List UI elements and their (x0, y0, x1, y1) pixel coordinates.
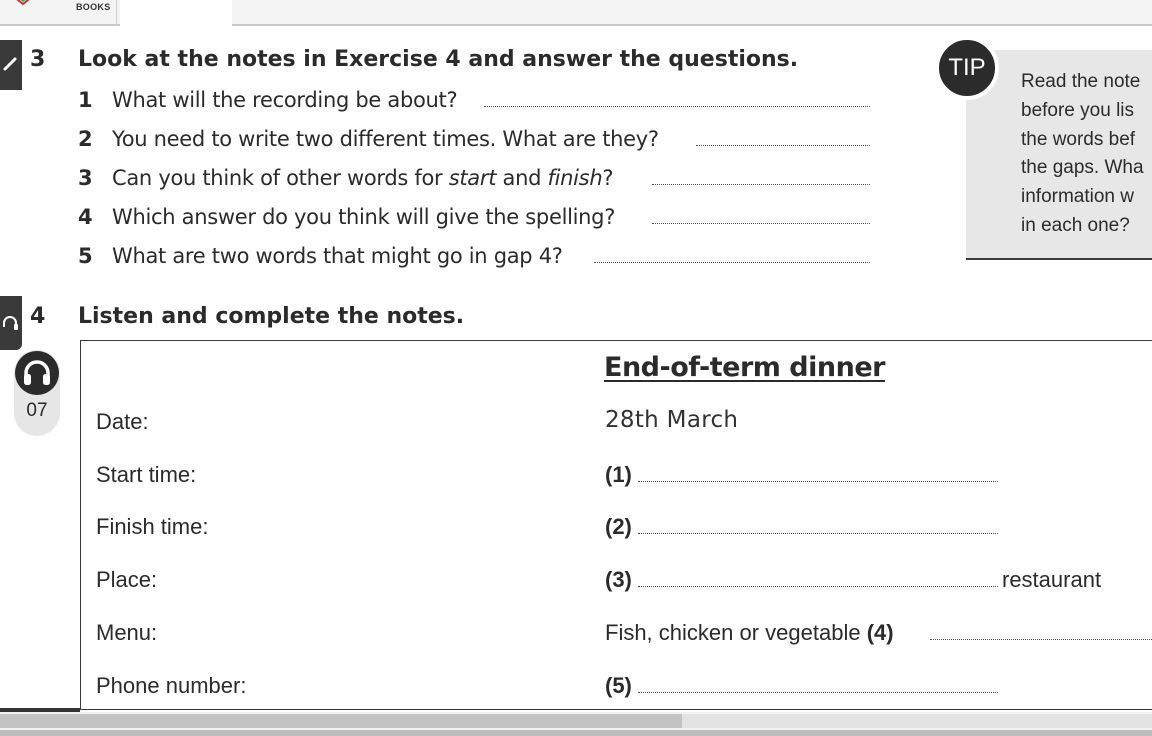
question-text: What will the recording be about? (112, 88, 458, 112)
question-2 (78, 127, 659, 151)
question-text: Can you think of other words for (112, 166, 449, 190)
answer-line-1[interactable] (484, 106, 870, 107)
note-value-date: 28th March (605, 407, 739, 433)
place-suffix: restaurant (1002, 567, 1102, 592)
note-label-finish-time: Finish time: (96, 514, 209, 539)
note-label-date: Date: (96, 409, 149, 434)
exercise-3-number: 3 (30, 47, 46, 72)
question-3 (78, 166, 613, 190)
word-finish: finish (547, 166, 603, 190)
tip-line: information w (1021, 186, 1134, 208)
tip-text (1021, 68, 1152, 241)
gap-number: (1) (605, 462, 632, 487)
bottom-strip (0, 730, 1152, 736)
question-mark: ? (602, 166, 614, 190)
tip-line: the words bef (1021, 128, 1136, 150)
notes-title: End-of-term dinner (604, 352, 885, 383)
bottom-rule (0, 708, 80, 712)
tip-line: the gaps. Wha (1021, 157, 1144, 179)
gap-number: (4) (866, 620, 894, 645)
gap-number: (5) (605, 673, 632, 698)
top-tab[interactable] (120, 0, 232, 26)
answer-line-5[interactable] (594, 262, 870, 263)
listen-exercise-badge (0, 296, 22, 350)
note-value-phone-number (605, 673, 632, 699)
exercise-4-number: 4 (30, 304, 46, 329)
question-1 (78, 88, 457, 112)
exercise-4-title: Listen and complete the notes. (78, 304, 465, 329)
question-number: 4 (78, 205, 93, 229)
headphones-icon (1, 314, 19, 332)
note-value-place (605, 567, 632, 593)
tip-line: before you lis (1021, 99, 1135, 121)
tip-badge: TIP (935, 36, 999, 100)
question-4 (78, 205, 615, 229)
audio-play-button[interactable] (15, 351, 59, 395)
note-value-menu (605, 620, 894, 646)
gap-number: (3) (605, 567, 632, 592)
logo-icon (12, 0, 34, 6)
topbar-divider (116, 0, 117, 26)
pencil-icon (2, 54, 20, 72)
question-text: Which answer do you think will give the spelling? (112, 205, 616, 229)
question-text: What are two words that might go in gap 4? (112, 244, 563, 268)
note-label-place: Place: (96, 567, 158, 592)
brand-label: BOOKS (76, 2, 111, 12)
word-start: start (448, 166, 497, 190)
note-label-start-time: Start time: (96, 462, 197, 487)
answer-line-3[interactable] (652, 184, 870, 185)
gap-4-line[interactable] (930, 639, 1152, 640)
gap-3-line[interactable] (638, 586, 998, 587)
note-label-menu: Menu: (96, 620, 158, 645)
track-number: 07 (26, 400, 48, 421)
headphones-icon (21, 357, 53, 389)
answer-line-2[interactable] (696, 145, 870, 146)
tip-line: in each one? (1021, 214, 1130, 236)
note-label-phone-number: Phone number: (96, 673, 247, 698)
write-exercise-badge (0, 40, 22, 90)
tip-line: Read the note (1021, 71, 1141, 92)
question-5 (78, 244, 563, 268)
question-number: 5 (78, 244, 93, 268)
gap-1-line[interactable] (638, 481, 998, 482)
question-number: 1 (78, 88, 93, 112)
gap-5-line[interactable] (638, 692, 998, 693)
question-number: 2 (78, 127, 93, 151)
note-value-start-time (605, 462, 632, 488)
exercise-3-title: Look at the notes in Exercise 4 and answer the questions. (78, 47, 799, 72)
horizontal-scrollbar-thumb[interactable] (0, 714, 682, 728)
gap-number: (2) (605, 514, 632, 539)
question-text: You need to write two different times. What are they? (112, 127, 659, 151)
gap-2-line[interactable] (638, 533, 998, 534)
answer-line-4[interactable] (652, 223, 870, 224)
word-and: and (496, 166, 548, 190)
top-bar (0, 0, 1152, 26)
question-number: 3 (78, 166, 93, 190)
note-value-finish-time (605, 514, 632, 540)
menu-prefix: Fish, chicken or vegetable (605, 620, 867, 645)
